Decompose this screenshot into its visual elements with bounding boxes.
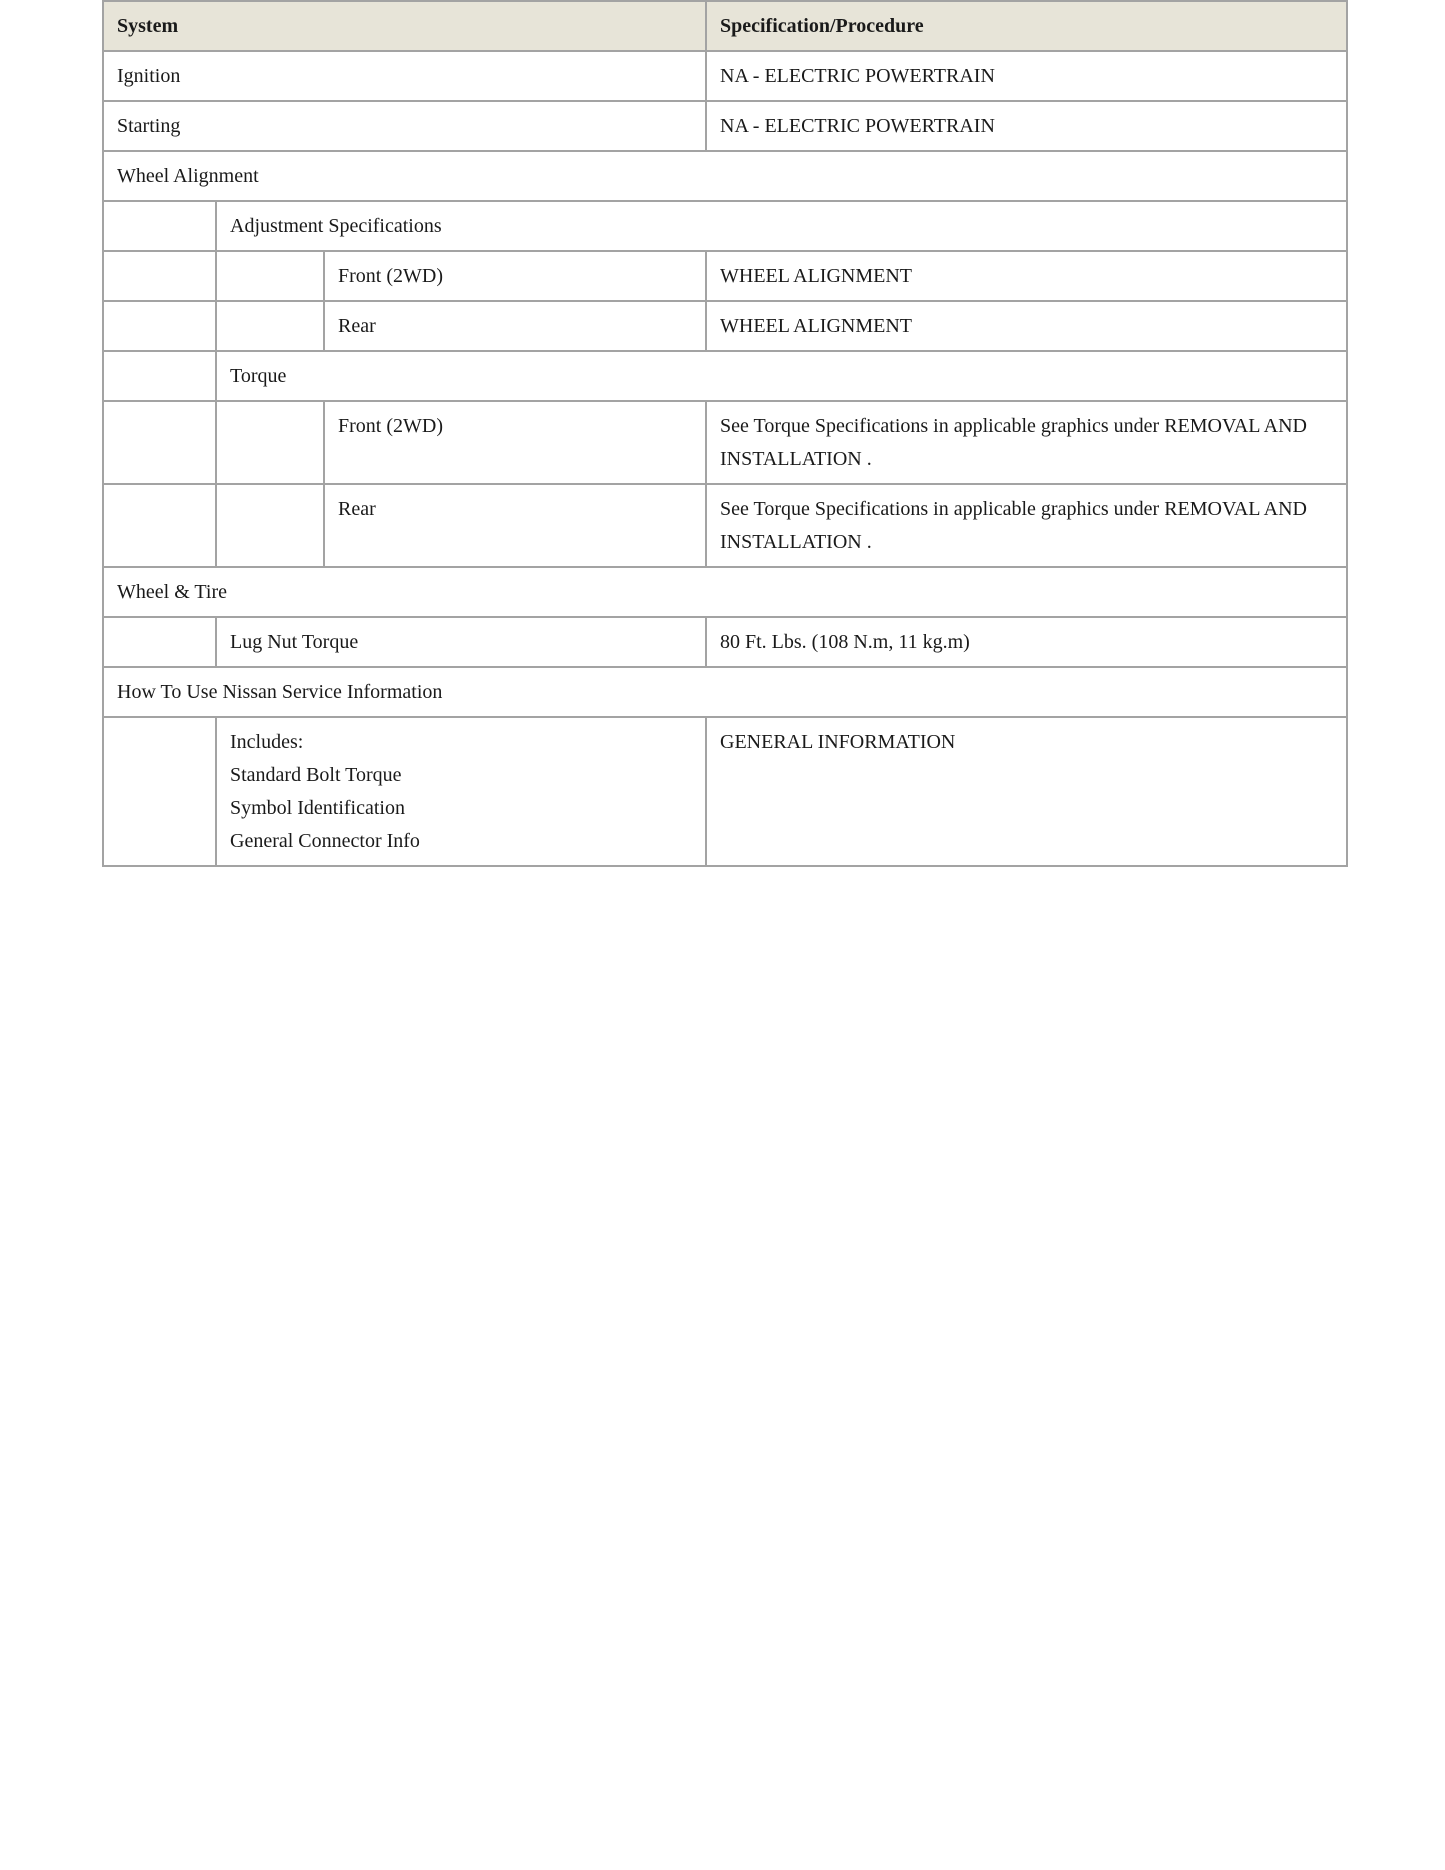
specification-table — [102, 0, 1348, 867]
section-row — [103, 667, 1347, 717]
indent-cell — [103, 301, 216, 351]
table-row — [103, 101, 1347, 151]
includes-line: Symbol Identification — [230, 797, 405, 819]
table-row — [103, 51, 1347, 101]
indent-cell — [103, 351, 216, 401]
spec-cell: See Torque Specifications in applicable graphics under REMOVAL AND INSTALLATION . — [706, 401, 1347, 484]
indent-cell — [103, 201, 216, 251]
indent-cell — [216, 301, 324, 351]
sub-item-cell: Lug Nut Torque — [216, 617, 706, 667]
includes-cell — [216, 717, 706, 866]
includes-line: Standard Bolt Torque — [230, 764, 402, 786]
item-cell: Rear — [324, 301, 706, 351]
system-cell: Starting — [103, 101, 706, 151]
spec-cell: GENERAL INFORMATION — [706, 717, 1347, 866]
table-row — [103, 401, 1347, 484]
indent-cell — [103, 251, 216, 301]
table-row — [103, 617, 1347, 667]
item-cell: Front (2WD) — [324, 251, 706, 301]
subsection-row — [103, 201, 1347, 251]
item-cell: Rear — [324, 484, 706, 567]
spec-cell: NA - ELECTRIC POWERTRAIN — [706, 101, 1347, 151]
item-cell: Front (2WD) — [324, 401, 706, 484]
spec-cell: WHEEL ALIGNMENT — [706, 301, 1347, 351]
table-row — [103, 301, 1347, 351]
table-row — [103, 717, 1347, 866]
indent-cell — [103, 617, 216, 667]
header-system: System — [103, 1, 706, 51]
indent-cell — [216, 251, 324, 301]
spec-cell: See Torque Specifications in applicable graphics under REMOVAL AND INSTALLATION . — [706, 484, 1347, 567]
spec-cell: WHEEL ALIGNMENT — [706, 251, 1347, 301]
section-cell: Wheel Alignment — [103, 151, 1347, 201]
table-row — [103, 251, 1347, 301]
spec-cell: 80 Ft. Lbs. (108 N.m, 11 kg.m) — [706, 617, 1347, 667]
includes-line: Includes: — [230, 731, 304, 753]
subsection-cell: Torque — [216, 351, 1347, 401]
indent-cell — [103, 717, 216, 866]
header-specification: Specification/Procedure — [706, 1, 1347, 51]
header-row — [103, 1, 1347, 51]
subsection-cell: Adjustment Specifications — [216, 201, 1347, 251]
includes-line: General Connector Info — [230, 830, 420, 852]
section-row — [103, 567, 1347, 617]
indent-cell — [103, 401, 216, 484]
table-row — [103, 484, 1347, 567]
indent-cell — [103, 484, 216, 567]
system-cell: Ignition — [103, 51, 706, 101]
section-cell: How To Use Nissan Service Information — [103, 667, 1347, 717]
section-row — [103, 151, 1347, 201]
section-cell: Wheel & Tire — [103, 567, 1347, 617]
indent-cell — [216, 484, 324, 567]
subsection-row — [103, 351, 1347, 401]
spec-cell: NA - ELECTRIC POWERTRAIN — [706, 51, 1347, 101]
indent-cell — [216, 401, 324, 484]
